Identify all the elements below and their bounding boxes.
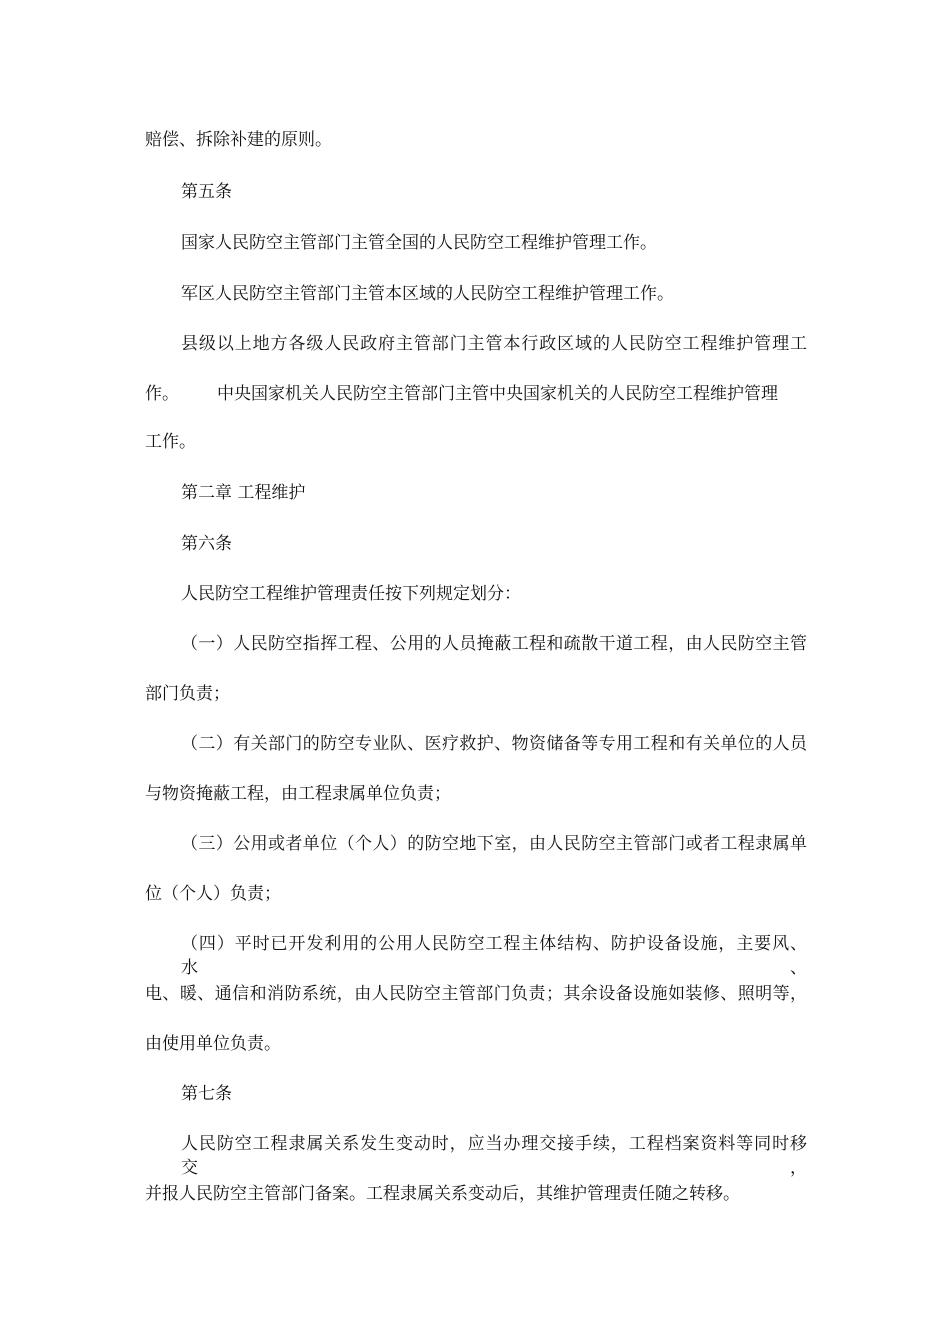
paragraph-line: 军区人民防空主管部门主管本区域的人民防空工程维护管理工作。: [181, 284, 674, 304]
paragraph-line: 并报人民防空主管部门备案。工程隶属关系变动后，其维护管理责任随之转移。: [145, 1184, 740, 1204]
paragraph-line: 工作。: [145, 432, 196, 452]
paragraph-line: 位（个人）负责；: [145, 884, 281, 904]
paragraph-line: （二）有关部门的防空专业队、医疗救护、物资储备等专用工程和有关单位的人员: [181, 734, 807, 754]
paragraph-line: （四）平时已开发利用的公用人民防空工程主体结构、防护设备设施，主要风、水、: [181, 934, 807, 978]
paragraph-line-group: [145, 382, 778, 406]
paragraph-line: 县级以上地方各级人民政府主管部门主管本行政区域的人民防空工程维护管理工: [181, 334, 807, 354]
paragraph-line: 赔偿、拆除补建的原则。: [145, 130, 332, 150]
paragraph-line: 中央国家机关人民防空主管部门主管中央国家机关的人民防空工程维护管理: [217, 384, 778, 404]
article-heading: 第六条: [181, 534, 232, 554]
paragraph-line: 作。: [145, 384, 179, 404]
paragraph-line: （三）公用或者单位（个人）的防空地下室，由人民防空主管部门或者工程隶属单: [181, 834, 807, 854]
paragraph-line: 人民防空工程隶属关系发生变动时，应当办理交接手续，工程档案资料等同时移交，: [181, 1134, 807, 1178]
paragraph-line: 由使用单位负责。: [145, 1034, 281, 1054]
paragraph-line: 部门负责；: [145, 684, 230, 704]
paragraph-line: 人民防空工程维护管理责任按下列规定划分：: [181, 584, 521, 604]
chapter-heading: 第二章 工程维护: [181, 483, 306, 503]
paragraph-line: 与物资掩蔽工程，由工程隶属单位负责；: [145, 784, 451, 804]
paragraph-line: 国家人民防空主管部门主管全国的人民防空工程维护管理工作。: [181, 233, 657, 253]
article-heading: 第五条: [181, 182, 232, 202]
paragraph-line: 电、暖、通信和消防系统，由人民防空主管部门负责；其余设备设施如装修、照明等，: [145, 984, 807, 1004]
article-heading: 第七条: [181, 1084, 232, 1104]
paragraph-line: （一）人民防空指挥工程、公用的人员掩蔽工程和疏散干道工程，由人民防空主管: [181, 634, 807, 654]
